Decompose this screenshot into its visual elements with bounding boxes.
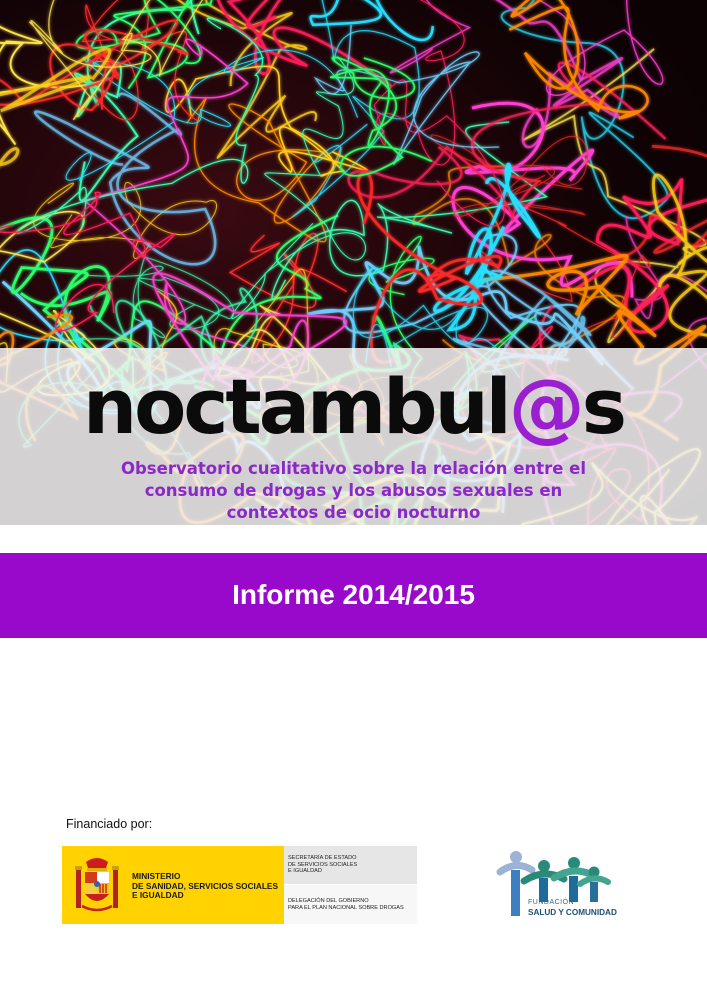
subtitle-line: consumo de drogas y los abusos sexuales en: [144, 481, 563, 500]
light-trail: [230, 233, 347, 362]
ministry-name: [132, 872, 278, 901]
light-trail: [374, 0, 504, 226]
brand-at-symbol: @: [508, 362, 582, 451]
light-trail: [0, 49, 110, 202]
subtitle-line: contextos de ocio nocturno: [226, 503, 481, 522]
report-title: Informe 2014/2015: [232, 579, 475, 610]
brand-suffix: s: [581, 362, 624, 451]
fundacion-logo: [496, 848, 636, 924]
secretaria-line: E IGUALDAD: [288, 868, 322, 875]
ministry-name-line: DE SANIDAD, SERVICIOS SOCIALES: [132, 880, 278, 891]
funded-by-label: Financiado por:: [66, 817, 153, 831]
brand-logo-noctambulas: [0, 362, 707, 452]
delegacion-text: [288, 898, 404, 911]
ministry-name-line: MINISTERIO: [132, 871, 181, 881]
fundacion-line1: FUNDACIÓN: [528, 899, 575, 906]
delegacion-line: DELEGACIÓN DEL GOBIERNO: [288, 898, 369, 904]
light-trail: [0, 192, 174, 330]
subtitle-line: Observatorio cualitativo sobre la relación entre el: [120, 459, 587, 478]
secretaria-line: DE SERVICIOS SOCIALES: [288, 861, 358, 868]
light-trail: [232, 57, 366, 319]
fundacion-line2: SALUD Y COMUNIDAD: [528, 908, 617, 917]
ministry-logo: [62, 846, 417, 924]
light-trail: [298, 0, 442, 40]
delegacion-line: PARA EL PLAN NACIONAL SOBRE DROGAS: [288, 904, 404, 911]
light-trail: [509, 0, 647, 119]
secretaria-text: [288, 855, 357, 875]
cover-subtitle: [100, 458, 607, 524]
secretaria-line: SECRETARÍA DE ESTADO: [288, 855, 357, 861]
spain-coat-of-arms-icon: [70, 856, 124, 916]
brand-prefix: noctambul: [83, 362, 509, 451]
ministry-name-line: E IGUALDAD: [132, 890, 184, 901]
